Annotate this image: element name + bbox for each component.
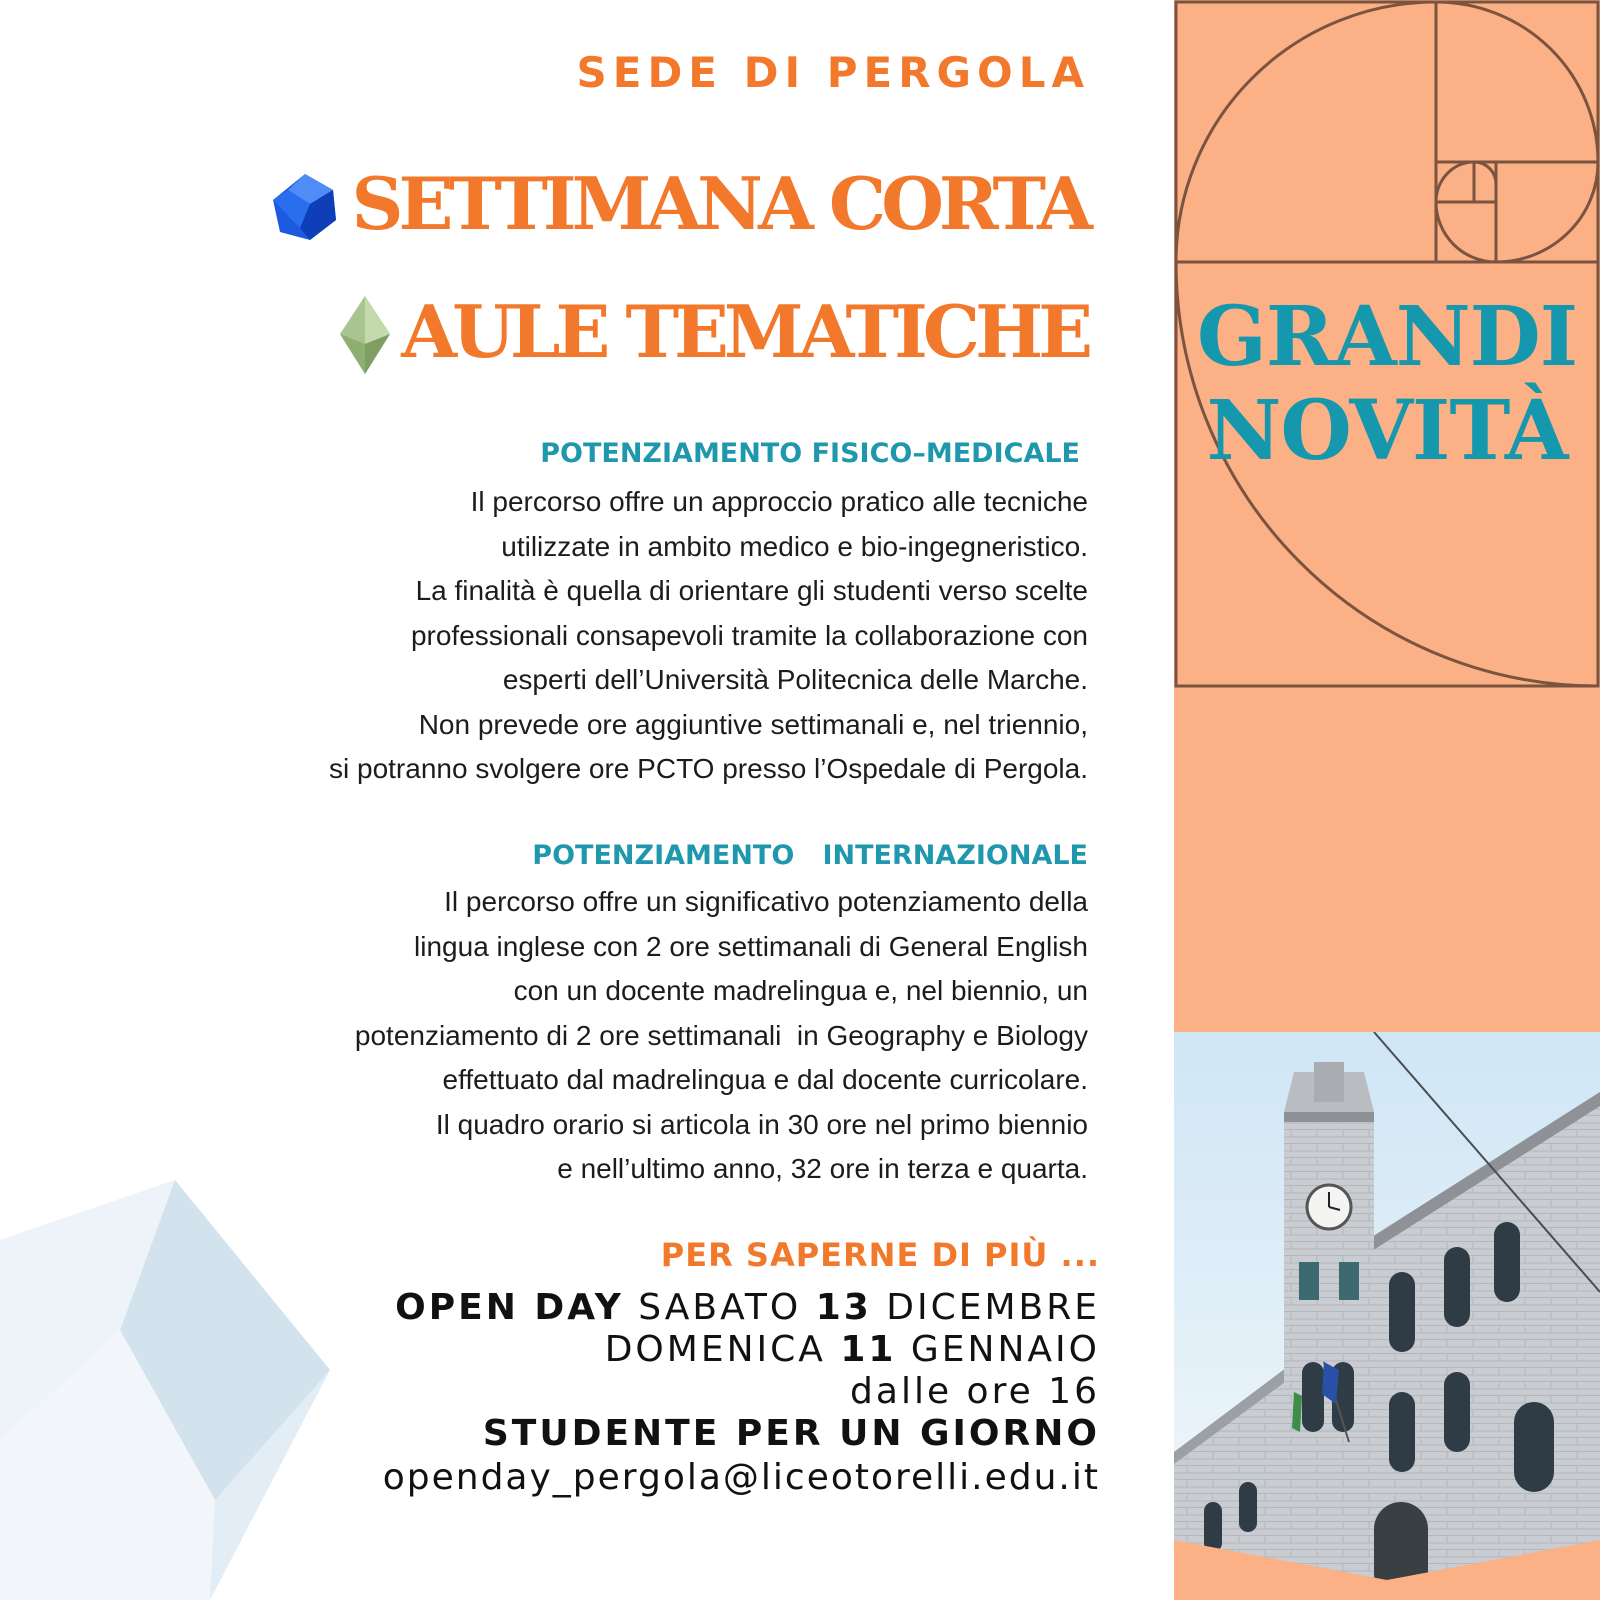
headline-aule-tematiche: AULE TEMATICHE: [401, 289, 1088, 374]
text-line: lingua inglese con 2 ore settimanali di General English: [414, 930, 1088, 962]
text-line: con un docente madrelingua e, nel biennio, un: [513, 975, 1088, 1006]
open-day-label: OPEN DAY: [395, 1287, 624, 1328]
novita-heading: NOVITÀ: [1206, 383, 1568, 479]
per-saperne-heading: PER SAPERNE DI PIÙ ...: [660, 1236, 1100, 1274]
domenica-line: [604, 1329, 1100, 1370]
panel-bottom-chevron: [1174, 1540, 1600, 1600]
text-line: Non prevede ore aggiuntive settimanali e, nel triennio,: [418, 708, 1088, 740]
text-line: professionali consapevoli tramite la collaborazione con: [410, 619, 1088, 651]
domenica-day: 11: [840, 1329, 897, 1370]
dicembre-label: DICEMBRE: [886, 1287, 1100, 1328]
text-line: si potranno svolgere ore PCTO presso l’Ospedale di Pergola.: [329, 753, 1088, 784]
studente-line: STUDENTE PER UN GIORNO: [482, 1413, 1100, 1454]
section-title-fisico-medicale: POTENZIAMENTO FISICO–MEDICALE: [540, 438, 1080, 469]
paragraph-internazionale: [355, 880, 1088, 1192]
school-building-photo: [1174, 1032, 1600, 1600]
text-line: Il percorso offre un approccio pratico alle tecniche: [470, 486, 1088, 517]
domenica-label: DOMENICA: [604, 1329, 826, 1370]
grandi-heading: GRANDI: [1196, 289, 1578, 385]
sabato-label: SABATO: [638, 1287, 802, 1328]
sabato-day: 13: [815, 1287, 872, 1328]
open-day-line: [395, 1287, 1100, 1328]
paragraph-fisico-medicale: [329, 480, 1088, 792]
text-line: utilizzate in ambito medico e bio-ingegneristico.: [501, 530, 1088, 562]
orario-line: dalle ore 16: [850, 1371, 1100, 1412]
email-link[interactable]: openday_pergola@liceotorelli.edu.it: [382, 1457, 1100, 1498]
sede-title: SEDE DI PERGOLA: [576, 48, 1090, 97]
gennaio-label: GENNAIO: [910, 1329, 1100, 1370]
text-line: esperti dell’Università Politecnica delle Marche.: [502, 664, 1088, 695]
text-line: La finalità è quella di orientare gli studenti verso scelte: [415, 575, 1088, 606]
section-title-internazionale: POTENZIAMENTO INTERNAZIONALE: [532, 840, 1088, 871]
text-line: Il quadro orario si articola in 30 ore nel primo biennio: [435, 1108, 1088, 1140]
green-diamond-icon: [338, 296, 392, 376]
text-line: Il percorso offre un significativo potenziamento della: [444, 886, 1088, 917]
text-line: e nell’ultimo anno, 32 ore in terza e quarta.: [557, 1153, 1088, 1184]
text-line: effettuato dal madrelingua e dal docente curricolare.: [442, 1064, 1088, 1095]
blue-icosahedron-icon: [270, 172, 340, 242]
headline-settimana-corta: SETTIMANA CORTA: [351, 161, 1088, 246]
decorative-polyhedron: [0, 1180, 360, 1600]
text-line: potenziamento di 2 ore settimanali in Geography e Biology: [354, 1019, 1088, 1051]
